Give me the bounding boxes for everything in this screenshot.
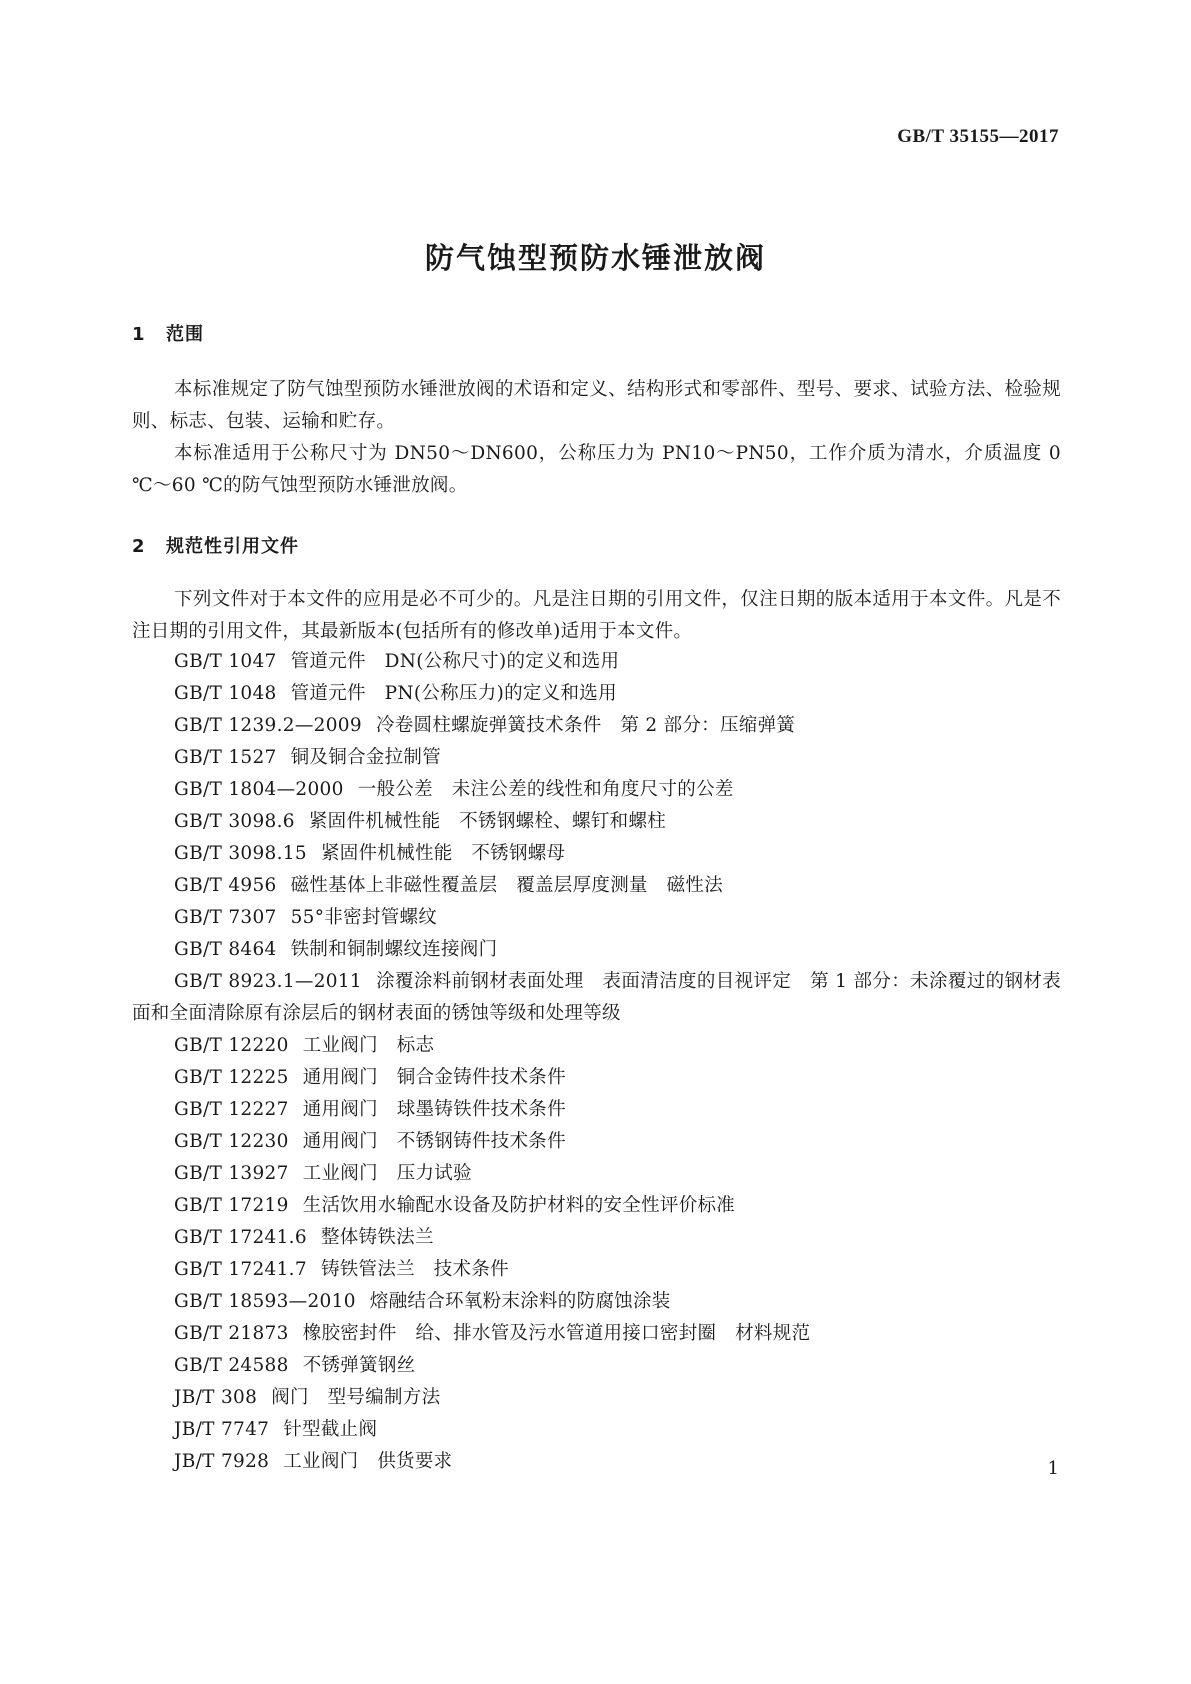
reference-title: 涂覆涂料前钢材表面处理 表面清洁度的目视评定 第 1 部分：未涂覆过的钢材表面和全面清除原有涂层后的钢材表面的锈蚀等级和处理等级 bbox=[132, 971, 1061, 1024]
reference-title: 通用阀门 球墨铸铁件技术条件 bbox=[302, 1099, 566, 1120]
reference-item bbox=[132, 1190, 1061, 1222]
section-title: 范围 bbox=[166, 324, 204, 345]
reference-code: GB/T 12230 bbox=[174, 1131, 289, 1152]
reference-title: 不锈弹簧钢丝 bbox=[302, 1355, 416, 1376]
reference-item bbox=[132, 1158, 1061, 1190]
reference-title: 管道元件 DN(公称尺寸)的定义和选用 bbox=[290, 651, 620, 672]
reference-item bbox=[132, 710, 1061, 742]
reference-item bbox=[132, 1254, 1061, 1286]
reference-code: GB/T 7307 bbox=[174, 907, 277, 928]
reference-code: GB/T 8464 bbox=[174, 939, 277, 960]
reference-item bbox=[132, 902, 1061, 934]
reference-item bbox=[132, 1350, 1061, 1382]
reference-item bbox=[132, 1030, 1061, 1062]
reference-title: 紧固件机械性能 不锈钢螺栓、螺钉和螺柱 bbox=[308, 811, 667, 832]
reference-list bbox=[132, 646, 1061, 1478]
reference-item bbox=[132, 774, 1061, 806]
reference-code: JB/T 7747 bbox=[174, 1419, 270, 1440]
reference-code: GB/T 8923.1—2011 bbox=[174, 971, 363, 992]
section-body-normative-references bbox=[132, 584, 1061, 648]
paragraph: 本标准适用于公称尺寸为 DN50～DN600，公称压力为 PN10～PN50，工作介质为清水，介质温度 0 ℃～60 ℃的防气蚀型预防水锤泄放阀。 bbox=[132, 443, 1061, 496]
paragraph: 本标准规定了防气蚀型预防水锤泄放阀的术语和定义、结构形式和零部件、型号、要求、试验方法、检验规则、标志、包装、运输和贮存。 bbox=[132, 379, 1061, 432]
reference-title: 工业阀门 压力试验 bbox=[302, 1163, 472, 1184]
reference-item bbox=[132, 646, 1061, 678]
section-title: 规范性引用文件 bbox=[166, 536, 299, 557]
reference-item bbox=[132, 742, 1061, 774]
section-body-scope bbox=[132, 374, 1061, 502]
reference-title: 一般公差 未注公差的线性和角度尺寸的公差 bbox=[357, 779, 734, 800]
reference-code: GB/T 17219 bbox=[174, 1195, 289, 1216]
reference-item bbox=[132, 1446, 1061, 1478]
reference-item bbox=[132, 1414, 1061, 1446]
reference-title: 工业阀门 标志 bbox=[302, 1035, 435, 1056]
reference-code: JB/T 308 bbox=[174, 1387, 258, 1408]
reference-code: GB/T 24588 bbox=[174, 1355, 289, 1376]
reference-title: 阀门 型号编制方法 bbox=[271, 1387, 441, 1408]
reference-title: 铜及铜合金拉制管 bbox=[290, 747, 442, 768]
reference-code: GB/T 3098.15 bbox=[174, 843, 307, 864]
reference-code: GB/T 18593—2010 bbox=[174, 1291, 356, 1312]
reference-title: 管道元件 PN(公称压力)的定义和选用 bbox=[290, 683, 617, 704]
reference-title: 针型截止阀 bbox=[283, 1419, 378, 1440]
reference-code: GB/T 1048 bbox=[174, 683, 277, 704]
reference-code: GB/T 12227 bbox=[174, 1099, 289, 1120]
reference-code: GB/T 1527 bbox=[174, 747, 277, 768]
reference-item bbox=[132, 678, 1061, 710]
reference-item bbox=[132, 1062, 1061, 1094]
reference-title: 55°非密封管螺纹 bbox=[290, 907, 438, 928]
reference-title: 整体铸铁法兰 bbox=[320, 1227, 434, 1248]
reference-code: GB/T 12225 bbox=[174, 1067, 289, 1088]
reference-item bbox=[132, 870, 1061, 902]
reference-code: GB/T 3098.6 bbox=[174, 811, 295, 832]
reference-title: 铁制和铜制螺纹连接阀门 bbox=[290, 939, 498, 960]
section-number: 1 bbox=[132, 324, 146, 345]
reference-item bbox=[132, 1286, 1061, 1318]
reference-item bbox=[132, 1222, 1061, 1254]
reference-code: GB/T 21873 bbox=[174, 1323, 289, 1344]
paragraph: 下列文件对于本文件的应用是必不可少的。凡是注日期的引用文件，仅注日期的版本适用于本文件。凡是不注日期的引用文件，其最新版本(包括所有的修改单)适用于本文件。 bbox=[132, 589, 1061, 642]
reference-code: GB/T 13927 bbox=[174, 1163, 289, 1184]
reference-code: GB/T 17241.7 bbox=[174, 1259, 307, 1280]
standard-code: GB/T 35155—2017 bbox=[897, 126, 1059, 147]
reference-code: GB/T 4956 bbox=[174, 875, 277, 896]
reference-item bbox=[132, 806, 1061, 838]
reference-title: 冷卷圆柱螺旋弹簧技术条件 第 2 部分：压缩弹簧 bbox=[375, 715, 796, 736]
page-number: 1 bbox=[1047, 1458, 1059, 1479]
reference-title: 橡胶密封件 给、排水管及污水管道用接口密封圈 材料规范 bbox=[302, 1323, 811, 1344]
reference-code: GB/T 12220 bbox=[174, 1035, 289, 1056]
reference-code: GB/T 1239.2—2009 bbox=[174, 715, 362, 736]
reference-title: 磁性基体上非磁性覆盖层 覆盖层厚度测量 磁性法 bbox=[290, 875, 724, 896]
reference-title: 工业阀门 供货要求 bbox=[283, 1451, 453, 1472]
reference-item bbox=[132, 1318, 1061, 1350]
reference-code: GB/T 1047 bbox=[174, 651, 277, 672]
reference-code: GB/T 17241.6 bbox=[174, 1227, 307, 1248]
reference-code: JB/T 7928 bbox=[174, 1451, 270, 1472]
section-number: 2 bbox=[132, 536, 146, 557]
reference-title: 生活饮用水输配水设备及防护材料的安全性评价标准 bbox=[302, 1195, 736, 1216]
reference-item bbox=[132, 1382, 1061, 1414]
reference-code: GB/T 1804—2000 bbox=[174, 779, 344, 800]
section-heading-scope bbox=[132, 320, 204, 346]
reference-title: 铸铁管法兰 技术条件 bbox=[320, 1259, 509, 1280]
reference-title: 紧固件机械性能 不锈钢螺母 bbox=[320, 843, 566, 864]
document-title: 防气蚀型预防水锤泄放阀 bbox=[424, 241, 766, 275]
reference-item bbox=[132, 1126, 1061, 1158]
reference-title: 通用阀门 不锈钢铸件技术条件 bbox=[302, 1131, 566, 1152]
reference-item bbox=[132, 934, 1061, 966]
reference-title: 通用阀门 铜合金铸件技术条件 bbox=[302, 1067, 566, 1088]
reference-item bbox=[132, 1094, 1061, 1126]
reference-item bbox=[132, 838, 1061, 870]
section-heading-normative-references bbox=[132, 532, 299, 558]
reference-item bbox=[132, 966, 1061, 1030]
reference-title: 熔融结合环氧粉末涂料的防腐蚀涂装 bbox=[369, 1291, 671, 1312]
